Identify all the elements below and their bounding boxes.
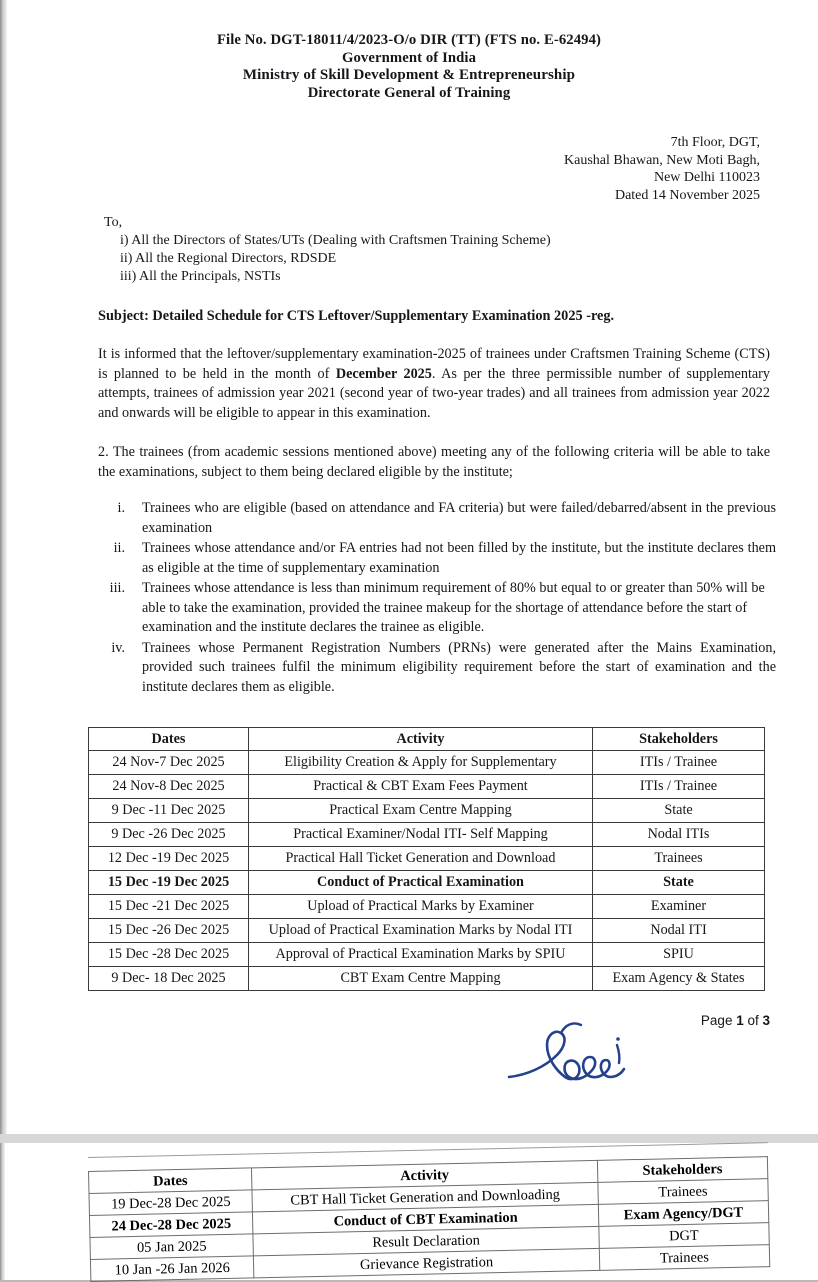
address-line-3: New Delhi 110023 xyxy=(653,170,760,185)
schedule-table-page1 xyxy=(88,727,765,991)
table-header-row xyxy=(89,728,765,751)
cell-dates: 9 Dec- 18 Dec 2025 xyxy=(89,967,249,991)
column-header-activity: Activity xyxy=(249,728,593,751)
cell-activity: Eligibility Creation & Apply for Supplementary xyxy=(249,751,593,775)
cell-activity: Conduct of CBT Examination xyxy=(253,1204,599,1234)
cell-stakeholders: Trainees xyxy=(598,1179,769,1205)
subject-line: Subject: Detailed Schedule for CTS Leftover/Supplementary Examination 2025 -reg. xyxy=(98,308,615,324)
cell-activity: CBT Hall Ticket Generation and Downloading xyxy=(252,1182,598,1212)
current-page-number: 1 xyxy=(736,1013,744,1028)
table-row xyxy=(89,943,765,967)
criteria-marker: iv. xyxy=(111,639,125,656)
intro-paragraph-part-2: . As per the three permissible number of supplementary attempts, trainees of admission year 2021 (second year of two-year trades) and all trainees from admission year 2022 and onwards will be eligible to appear in this examination. xyxy=(98,365,770,421)
cell-dates: 15 Dec -26 Dec 2025 xyxy=(89,919,249,943)
criteria-text: Trainees whose attendance and/or FA entries had not been filled by the institute, but the institute declares them as eligible at the time of supplementary examination xyxy=(142,540,776,576)
examination-month: December 2025 xyxy=(335,365,432,382)
criteria-item xyxy=(98,639,776,698)
cell-dates: 12 Dec -19 Dec 2025 xyxy=(89,847,249,871)
government-name: Government of India xyxy=(341,49,477,66)
column-header-stakeholders: Stakeholders xyxy=(597,1157,768,1183)
cell-dates: 15 Dec -28 Dec 2025 xyxy=(89,943,249,967)
cell-dates: 15 Dec -19 Dec 2025 xyxy=(89,871,249,895)
page-label-prefix: Page xyxy=(700,1013,737,1028)
cell-dates: 05 Jan 2025 xyxy=(90,1234,254,1260)
criteria-text: Trainees who are eligible (based on attendance and FA criteria) but were failed/debarred/absent in the previous examination xyxy=(142,500,776,536)
cell-activity: Approval of Practical Examination Marks by SPIU xyxy=(249,943,593,967)
cell-activity: Practical Hall Ticket Generation and Download xyxy=(249,847,593,871)
criteria-item xyxy=(98,579,776,638)
page-separator-gap xyxy=(0,1134,818,1143)
intro-paragraph-part-1: It is informed that the leftover/supplementary examination-2025 of trainees under Craftsmen Training Scheme (CTS) is planned to be held in the month of xyxy=(98,346,770,382)
clipped-bottom-text xyxy=(0,1264,818,1280)
criteria-intro-paragraph: 2. The trainees (from academic sessions mentioned above) meeting any of the following criteria will be able to take the examinations, subject to them being declared eligible by the institute; xyxy=(98,444,770,480)
cell-activity: Conduct of Practical Examination xyxy=(249,871,593,895)
file-number: File No. DGT-18011/4/2023-O/o DIR (TT) (FTS no. E-62494) xyxy=(216,32,602,48)
table-row xyxy=(89,775,765,799)
address-line-2: Kaushal Bhawan, New Moti Bagh, xyxy=(564,152,760,168)
column-header-stakeholders: Stakeholders xyxy=(593,728,765,751)
criteria-marker: iii. xyxy=(109,580,125,596)
masthead xyxy=(0,0,818,102)
column-header-activity: Activity xyxy=(252,1160,598,1190)
table-row xyxy=(89,847,765,871)
table-row xyxy=(89,751,765,775)
clipped-text-ghost xyxy=(612,1264,616,1276)
recipient-item: iii) All the Principals, NSTIs xyxy=(120,269,281,284)
table-row xyxy=(89,823,765,847)
cell-stakeholders: SPIU xyxy=(593,943,765,967)
cell-stakeholders: State xyxy=(593,799,765,823)
criteria-list xyxy=(0,499,818,697)
cell-stakeholders: Examiner xyxy=(593,895,765,919)
cell-stakeholders: ITIs / Trainee xyxy=(593,751,765,775)
table-row xyxy=(89,871,765,895)
cell-dates: 10 Jan -26 Jan 2026 xyxy=(90,1256,254,1282)
cell-activity: Practical Examiner/Nodal ITI- Self Mapping xyxy=(249,823,593,847)
cell-activity: Upload of Practical Examination Marks by Nodal ITI xyxy=(249,919,593,943)
cell-stakeholders: Nodal ITIs xyxy=(593,823,765,847)
cell-dates: 9 Dec -26 Dec 2025 xyxy=(89,823,249,847)
table-row xyxy=(89,919,765,943)
cell-dates: 24 Nov-8 Dec 2025 xyxy=(89,775,249,799)
cell-dates: 19 Dec-28 Dec 2025 xyxy=(89,1190,253,1216)
cell-stakeholders: Trainees xyxy=(593,847,765,871)
page-number-footer xyxy=(0,1013,818,1028)
signature-image xyxy=(505,1015,685,1100)
cell-dates: 9 Dec -11 Dec 2025 xyxy=(89,799,249,823)
intro-paragraph xyxy=(0,345,818,423)
total-page-number: 3 xyxy=(762,1013,770,1028)
cell-stakeholders: DGT xyxy=(599,1223,770,1249)
letter-date: Dated 14 November 2025 xyxy=(614,187,760,203)
sender-address xyxy=(0,134,818,204)
recipient-item: i) All the Directors of States/UTs (Dealing with Craftsmen Training Scheme) xyxy=(120,233,551,248)
directorate-name: Directorate General of Training xyxy=(307,84,511,101)
cell-activity: Grievance Registration xyxy=(254,1248,600,1278)
cell-stakeholders: Trainees xyxy=(599,1245,770,1271)
criteria-marker: ii. xyxy=(113,540,125,556)
cell-activity: Upload of Practical Marks by Examiner xyxy=(249,895,593,919)
cell-activity: CBT Exam Centre Mapping xyxy=(249,967,593,991)
cell-dates: 15 Dec -21 Dec 2025 xyxy=(89,895,249,919)
criteria-text: Trainees whose Permanent Registration Numbers (PRNs) were generated after the Mains Examination, provided such trainees fulfil the minimum eligibility requirement before the start of examination and the institute declares them as eligible. xyxy=(142,639,776,695)
scan-edge-strip xyxy=(0,1143,5,1280)
recipient-item: ii) All the Regional Directors, RDSDE xyxy=(120,251,337,266)
column-header-dates: Dates xyxy=(89,1168,253,1194)
signature-strokes xyxy=(505,1015,685,1100)
criteria-item xyxy=(98,499,776,538)
column-header-dates: Dates xyxy=(89,728,249,751)
cell-stakeholders: ITIs / Trainee xyxy=(593,775,765,799)
recipients-block xyxy=(0,214,818,286)
cell-dates: 24 Dec-28 Dec 2025 xyxy=(89,1212,253,1238)
cell-activity: Practical Exam Centre Mapping xyxy=(249,799,593,823)
criteria-marker: i. xyxy=(117,500,125,516)
address-line-1: 7th Floor, DGT, xyxy=(670,135,760,150)
cell-stakeholders: Exam Agency/DGT xyxy=(598,1201,769,1227)
cell-dates: 24 Nov-7 Dec 2025 xyxy=(89,751,249,775)
criteria-item xyxy=(98,539,776,578)
ministry-name: Ministry of Skill Development & Entrepreneurship xyxy=(242,67,576,83)
table-top-rule xyxy=(88,1142,768,1158)
cell-stakeholders: Nodal ITI xyxy=(593,919,765,943)
table-row xyxy=(89,895,765,919)
table-row xyxy=(89,799,765,823)
cell-activity: Practical & CBT Exam Fees Payment xyxy=(249,775,593,799)
cell-stakeholders: State xyxy=(593,871,765,895)
page-label-of: of xyxy=(743,1013,763,1028)
table-row xyxy=(89,967,765,991)
cell-activity: Result Declaration xyxy=(253,1226,599,1256)
cell-stakeholders: Exam Agency & States xyxy=(593,967,765,991)
recipients-list xyxy=(104,232,818,286)
to-label: To, xyxy=(104,215,123,230)
criteria-text: Trainees whose attendance is less than minimum requirement of 80% but equal to or greater than 50% will be able to take the examination, provided the trainee makeup for the shortage of attendance before the start of examination and the institute declares the trainee as eligible. xyxy=(142,580,765,635)
document-page-2 xyxy=(0,1143,818,1280)
